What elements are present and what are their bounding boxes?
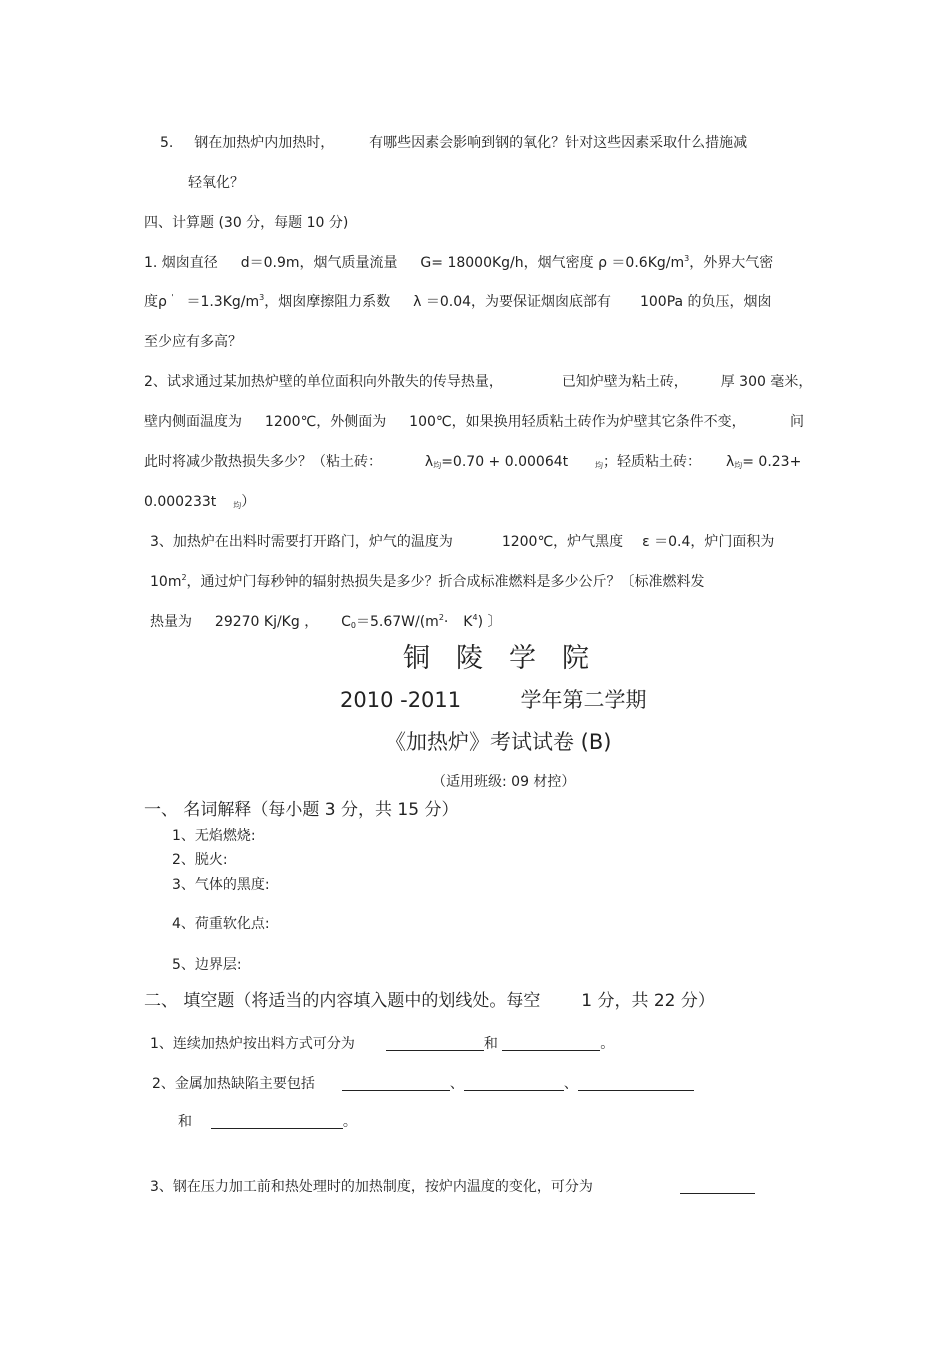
fill-3-blank-wrap	[680, 1178, 755, 1196]
subscript: 均	[734, 461, 743, 470]
text: ，通过炉门每秒钟的辐射热损失是多少？折合成标准燃料是多少公斤？〔标准燃料发	[186, 574, 705, 590]
text: 3、加热炉在出料时需要打开路门，炉气的温度为	[150, 534, 453, 550]
text: G= 18000Kg/h，烟气密度 ρ ＝0.6Kg/m	[420, 255, 685, 271]
superscript: '	[171, 293, 174, 302]
term-item: 1、无焰燃烧:	[172, 828, 256, 844]
answer-blank[interactable]	[464, 1076, 564, 1091]
heading-text: 二、 填空题（将适当的内容填入题中的划线处。每空	[144, 991, 541, 1011]
question-text: 钢在加热炉内加热时，	[194, 135, 335, 151]
calc-2-line-3	[144, 453, 801, 471]
text: 度ρ	[144, 294, 167, 310]
text: d＝0.9m，烟气质量流量	[240, 255, 398, 271]
text: ε ＝0.4，炉门面积为	[642, 534, 775, 550]
text: 已知炉壁为粘土砖，	[561, 374, 688, 390]
text: 100℃，如果换用轻质粘土砖作为炉壁其它条件不变，	[409, 414, 746, 430]
exam-year	[340, 687, 647, 713]
text: =0.70 + 0.00064t	[441, 454, 569, 470]
text: 此时将减少散热损失多少？（粘土砖：	[144, 454, 382, 470]
answer-blank[interactable]	[211, 1114, 343, 1129]
year: 2010 -2011	[340, 688, 462, 712]
text: = 0.23+	[742, 454, 802, 470]
superscript: 4	[472, 613, 478, 622]
term: 学年第二学期	[520, 688, 647, 712]
text: 2、试求通过某加热炉壁的单位面积向外散失的传导热量，	[144, 374, 503, 390]
text: 热量为	[150, 614, 192, 630]
fill-1	[150, 1035, 614, 1053]
text: ) 〕	[477, 614, 502, 630]
subscript: 均	[433, 461, 442, 470]
question-5	[160, 134, 747, 152]
superscript: 3	[684, 254, 690, 263]
term-item: 2、脱火:	[172, 852, 228, 868]
text: K	[463, 614, 473, 630]
answer-blank[interactable]	[386, 1036, 484, 1051]
school-title: 铜陵学院	[403, 643, 615, 674]
text: ，烟囱摩擦阻力系数	[264, 294, 391, 310]
text: 1200℃，炉气黑度	[501, 534, 624, 550]
calc-1-line-3: 至少应有多高？	[144, 334, 242, 350]
question-text: 有哪些因素会影响到钢的氧化？针对这些因素采取什么措施减	[369, 135, 748, 151]
fill-3: 3、钢在压力加工前和热处理时的加热制度，按炉内温度的变化，可分为	[150, 1179, 593, 1195]
text: 厚 300 毫米，	[720, 374, 813, 390]
calc-2-line-2-end: 问	[790, 414, 804, 430]
subscript: 均	[595, 461, 604, 470]
subscript: 0	[350, 621, 356, 630]
text: ·	[443, 614, 449, 630]
text: 2、金属加热缺陷主要包括	[152, 1076, 315, 1092]
heading-text: 1 分，共 22 分）	[581, 991, 715, 1011]
text: ＝1.3Kg/m	[186, 294, 260, 310]
calc-1-line-2	[144, 293, 772, 311]
text: 和	[178, 1114, 192, 1130]
calc-2-line-1	[144, 373, 812, 391]
text: ）	[241, 494, 256, 510]
text: 、	[449, 1076, 464, 1092]
exam-title: 《加热炉》考试试卷 (B)	[385, 730, 612, 754]
text: 100Pa 的负压，烟囱	[639, 294, 772, 310]
calc-3-line-1	[150, 533, 774, 551]
question-number: 5.	[160, 135, 174, 151]
class-note: （适用班级: 09 材控）	[432, 774, 576, 790]
term-item: 4、荷重软化点:	[172, 916, 270, 932]
text: 1. 烟囱直径	[144, 255, 218, 271]
subscript: 均	[233, 501, 242, 510]
text: C	[341, 614, 351, 630]
text: 29270 Kj/Kg ，	[214, 614, 319, 630]
question-5-cont: 轻氧化？	[188, 175, 244, 191]
text: ，外界大气密	[689, 255, 774, 271]
term-item: 5、边界层:	[172, 957, 242, 973]
text: 1200℃，外侧面为	[264, 414, 387, 430]
answer-blank[interactable]	[578, 1076, 694, 1091]
calc-2-line-2	[144, 413, 746, 431]
text: 1、连续加热炉按出料方式可分为	[150, 1036, 355, 1052]
answer-blank[interactable]	[342, 1076, 450, 1091]
calc-1-line-1	[144, 254, 773, 272]
term-item: 3、气体的黑度:	[172, 877, 270, 893]
section-1-heading: 一、 名词解释（每小题 3 分，共 15 分）	[144, 800, 459, 820]
text: 、	[563, 1076, 578, 1092]
answer-blank[interactable]	[502, 1036, 600, 1051]
superscript: 3	[259, 293, 265, 302]
text: λ ＝0.04，为要保证烟囱底部有	[413, 294, 612, 310]
text: λ	[725, 454, 735, 470]
calc-3-line-2	[150, 573, 705, 591]
text: 。	[600, 1036, 615, 1052]
calc-heading: 四、计算题 (30 分，每题 10 分)	[144, 215, 349, 231]
fill-2-cont	[178, 1113, 357, 1131]
text: 和	[483, 1036, 498, 1052]
text: 。	[342, 1114, 357, 1130]
answer-blank[interactable]	[680, 1179, 755, 1194]
text: 10m	[150, 574, 182, 590]
text: 壁内侧面温度为	[144, 414, 242, 430]
calc-3-line-3	[150, 613, 501, 631]
text: λ	[424, 454, 434, 470]
calc-2-line-4	[144, 493, 255, 511]
text: 0.000233t	[144, 494, 217, 510]
superscript: 2	[181, 573, 187, 582]
text: ＝5.67W/(m	[355, 614, 439, 630]
fill-2	[152, 1075, 694, 1093]
section-2-heading	[144, 990, 715, 1012]
text: ；轻质粘土砖：	[603, 454, 702, 470]
superscript: 2	[438, 613, 444, 622]
